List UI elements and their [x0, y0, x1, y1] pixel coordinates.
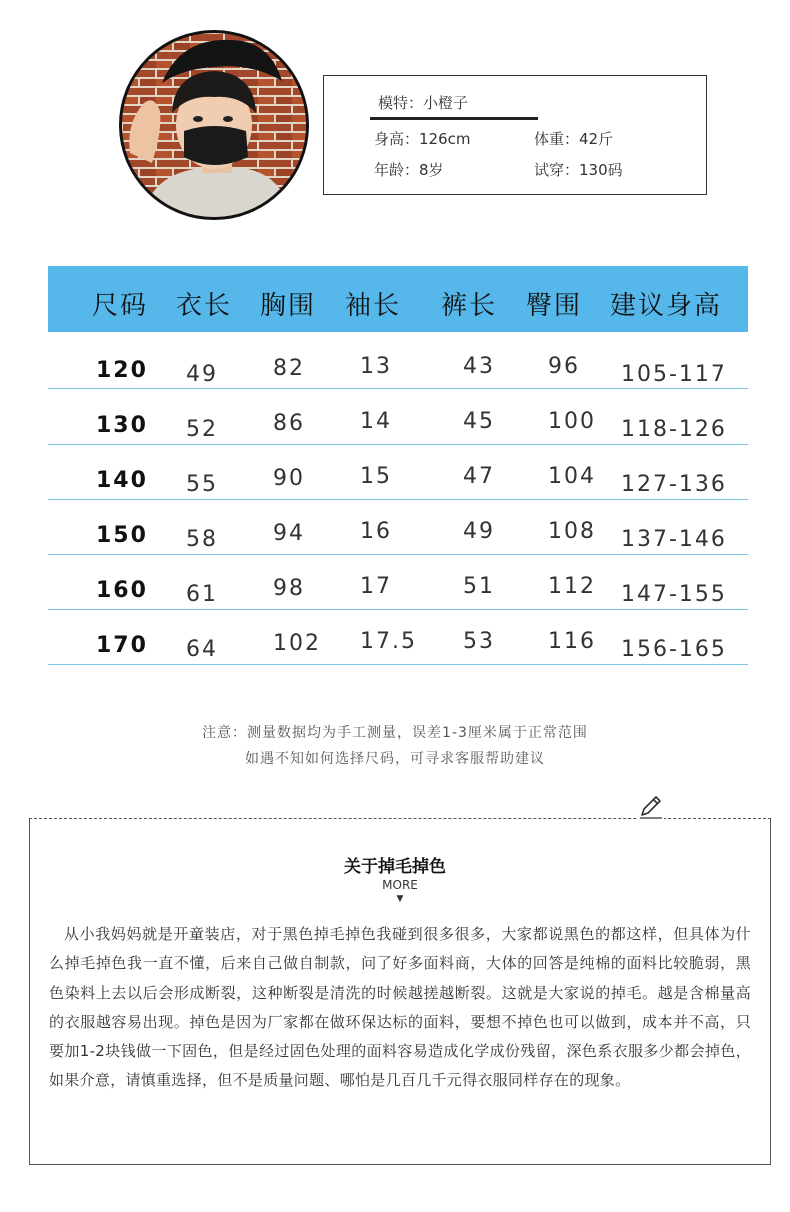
header-chest: 胸围 — [260, 291, 317, 321]
size-cell: 120 — [96, 358, 148, 383]
model-tryon-size: 试穿：130码 — [534, 161, 623, 179]
name-underline — [370, 117, 538, 120]
table-cell: 49 — [463, 519, 495, 544]
table-cell: 61 — [186, 582, 218, 607]
table-cell: 98 — [273, 576, 305, 601]
size-cell: 170 — [96, 633, 148, 658]
table-cell: 156-165 — [621, 637, 727, 662]
row-divider — [48, 609, 748, 610]
table-cell: 118-126 — [621, 417, 727, 442]
model-height: 身高：126cm — [374, 130, 471, 148]
table-cell: 45 — [463, 409, 495, 434]
note-line-1: 注意：测量数据均为手工测量，误差1-3厘米属于正常范围 — [202, 725, 588, 741]
model-weight: 体重：42斤 — [534, 130, 614, 148]
table-cell: 55 — [186, 472, 218, 497]
table-cell: 102 — [273, 631, 321, 656]
row-divider — [48, 444, 748, 445]
more-label: MORE — [382, 878, 418, 892]
note-line-2: 如遇不知如何选择尺码，可寻求客服帮助建议 — [245, 751, 545, 767]
table-cell: 53 — [463, 629, 495, 654]
model-photo — [119, 30, 309, 220]
table-cell: 14 — [360, 409, 392, 434]
about-body-text: 从小我妈妈就是开童装店，对于黑色掉毛掉色我碰到很多很多，大家都说黑色的都这样，但具体为什么掉毛掉色我一直不懂，后来自己做自制款，问了好多面料商，大体的回答是纯棉的面料比较脆弱，黑色染料上去以后会形成断裂，这种断裂是清洗的时候越搓越断裂。这就是大家说的掉毛。越是含棉量高的衣服越容易出现。掉色是因为厂家都在做环保达标的面料，要想不掉色也可以做到，成本并不高，只要加1-2块钱做一下固色，但是经过固色处理的面料容易造成化学成份残留，深色系衣服多少都会掉色，如果介意，请慎重选择，但不是质量问题、哪怕是几百几千元得衣服同样存在的现象。 — [49, 925, 751, 1090]
model-age: 年龄：8岁 — [374, 161, 444, 179]
table-cell: 105-117 — [621, 362, 727, 387]
table-cell: 82 — [273, 356, 305, 381]
size-cell: 150 — [96, 523, 148, 548]
size-table-header — [48, 266, 748, 332]
table-cell: 58 — [186, 527, 218, 552]
table-cell: 100 — [548, 409, 596, 434]
table-cell: 108 — [548, 519, 596, 544]
table-cell: 16 — [360, 519, 392, 544]
row-divider — [48, 554, 748, 555]
table-cell: 13 — [360, 354, 392, 379]
table-cell: 49 — [186, 362, 218, 387]
row-divider — [48, 388, 748, 389]
header-pants: 裤长 — [441, 291, 498, 321]
header-sleeve: 袖长 — [345, 291, 402, 321]
header-length: 衣长 — [176, 291, 233, 321]
header-hip: 臀围 — [526, 291, 583, 321]
table-cell: 15 — [360, 464, 392, 489]
arrow-down-icon: ▼ — [396, 894, 404, 904]
row-divider — [48, 499, 748, 500]
size-cell: 130 — [96, 413, 148, 438]
table-cell: 112 — [548, 574, 596, 599]
size-cell: 140 — [96, 468, 148, 493]
size-cell: 160 — [96, 578, 148, 603]
table-cell: 90 — [273, 466, 305, 491]
table-cell: 52 — [186, 417, 218, 442]
table-cell: 104 — [548, 464, 596, 489]
pencil-icon — [638, 794, 664, 824]
header-size: 尺码 — [92, 291, 149, 321]
table-cell: 137-146 — [621, 527, 727, 552]
row-divider — [48, 664, 748, 665]
table-cell: 17 — [360, 574, 392, 599]
header-rec-height: 建议身高 — [610, 291, 723, 321]
table-cell: 47 — [463, 464, 495, 489]
table-cell: 127-136 — [621, 472, 727, 497]
table-cell: 96 — [548, 354, 580, 379]
table-cell: 86 — [273, 411, 305, 436]
table-cell: 147-155 — [621, 582, 727, 607]
table-cell: 64 — [186, 637, 218, 662]
table-cell: 94 — [273, 521, 305, 546]
table-cell: 43 — [463, 354, 495, 379]
table-cell: 17.5 — [360, 629, 417, 654]
table-cell: 116 — [548, 629, 596, 654]
table-cell: 51 — [463, 574, 495, 599]
model-name: 模特：小橙子 — [378, 94, 469, 112]
about-title: 关于掉毛掉色 — [344, 857, 446, 877]
model-info-box — [323, 75, 707, 195]
